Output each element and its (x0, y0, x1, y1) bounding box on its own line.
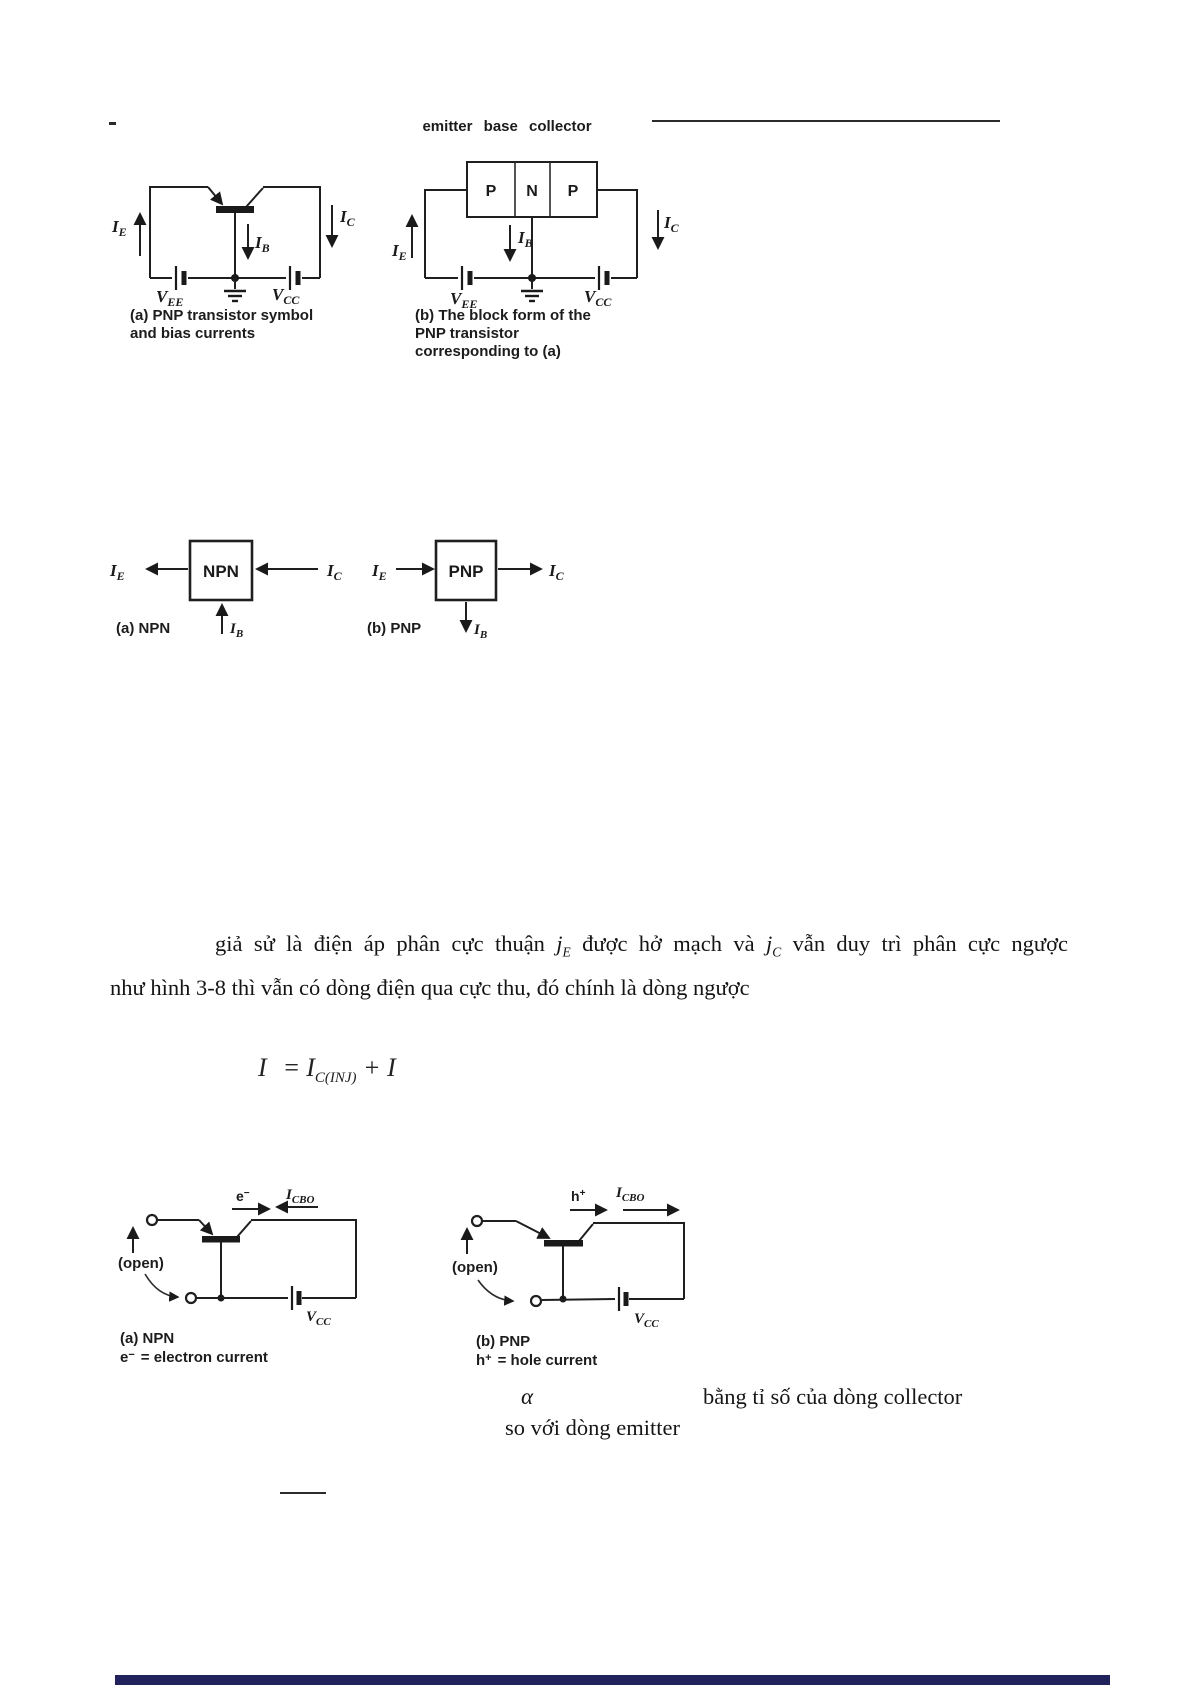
ground-icon (224, 278, 246, 301)
symbol-jc: $j_C$ (765, 931, 782, 960)
label-ic: $I_C$ (340, 207, 355, 229)
caption-b-line2: PNP transistor (415, 325, 519, 342)
label-vee: $V_{EE}$ (450, 289, 478, 311)
paragraph-text: giả sử là điện áp phân cực thuận (215, 931, 545, 956)
ground-icon (521, 278, 543, 301)
paragraph-line-2: như hình 3-8 thì vẫn có dòng điện qua cực thu, đó chính là dòng ngược (110, 974, 750, 1000)
wire (425, 190, 467, 278)
label-electron: e− (236, 1188, 250, 1204)
header-emitter-base-collector: emitter base collector (422, 118, 592, 135)
eq-rhs1-sub: C(INJ) (314, 1070, 357, 1087)
open-terminal-top (472, 1216, 482, 1226)
eq-lhs: I (258, 1053, 267, 1082)
closing-line-2: so với dòng emitter (505, 1415, 681, 1440)
open-pointer-arrow (478, 1280, 513, 1301)
label-ie: $I_E$ (392, 241, 407, 263)
block-n: N (526, 183, 538, 200)
figure-pnp-transistor (95, 100, 680, 368)
bottom-bar (115, 1675, 1110, 1685)
paragraph-text: được hở mạch và (582, 931, 755, 956)
eq-rhs2: I (387, 1053, 396, 1082)
battery-vee-icon (176, 266, 184, 290)
pnp-symbol-circuit (111, 187, 356, 342)
battery-vcc-icon (292, 1286, 299, 1310)
battery-vcc-icon (599, 266, 607, 290)
caption-a-line1: (a) PNP transistor symbol (130, 307, 314, 324)
label-vcc: $V_{CC}$ (634, 1311, 659, 1330)
wire (251, 1220, 356, 1298)
body-paragraph (110, 926, 1068, 1005)
label-ic: $I_C$ (549, 561, 564, 583)
caption-pnp: (b) PNP (367, 620, 422, 637)
wire (263, 187, 320, 278)
caption-a-line2: and bias currents (130, 325, 256, 342)
label-ib: $I_B$ (255, 233, 270, 255)
npn-icbo-circuit (118, 1187, 356, 1366)
pnp-transistor-icon (516, 1221, 593, 1299)
battery-vcc-icon (619, 1287, 626, 1311)
pnp-block-circuit (391, 118, 680, 360)
caption-b-line2: h+ = hole current (476, 1352, 598, 1369)
label-vcc: $V_{CC}$ (306, 1309, 331, 1328)
label-open: (open) (118, 1255, 164, 1272)
label-ie: $I_E$ (372, 561, 387, 583)
label-ic: $I_C$ (327, 561, 342, 583)
figure-icbo-circuits (110, 1178, 710, 1373)
pnp-icbo-circuit (452, 1185, 684, 1369)
battery-vcc-icon (290, 266, 298, 290)
pnp-blocks-icon (467, 162, 597, 217)
top-right-rule (652, 120, 1000, 122)
caption-a-line1: (a) NPN (120, 1330, 175, 1347)
caption-npn: (a) NPN (116, 620, 171, 637)
label-ic: $I_C$ (664, 213, 679, 235)
npn-box-label: NPN (203, 562, 239, 581)
paragraph-line-1 (110, 926, 1068, 970)
label-ie: $I_E$ (110, 561, 125, 583)
label-ib: $I_B$ (474, 622, 488, 641)
alpha-symbol: α (521, 1384, 534, 1409)
equation (258, 1053, 396, 1087)
eq-rhs1: I (306, 1053, 315, 1082)
label-vee: $V_{EE}$ (156, 287, 184, 309)
wire (597, 190, 637, 278)
block-p2: P (567, 183, 579, 200)
wire (542, 1299, 615, 1300)
eq-equals: = (282, 1053, 301, 1082)
closing-line-1: bằng tỉ số của dòng collector (703, 1384, 963, 1409)
label-icbo: $I_{CBO}$ (616, 1185, 645, 1204)
caption-b-line1: (b) PNP (476, 1333, 531, 1350)
battery-vee-icon (462, 266, 470, 290)
block-p1: P (485, 183, 497, 200)
eq-plus: + (363, 1053, 381, 1082)
wire (150, 187, 208, 278)
npn-block-diagram (109, 541, 343, 640)
caption-a-line2: e− = electron current (120, 1349, 268, 1366)
pnp-block-diagram (367, 541, 565, 641)
wire (593, 1223, 684, 1299)
npn-transistor-icon (199, 1220, 251, 1298)
label-vcc: $V_{CC}$ (584, 287, 612, 309)
label-open: (open) (452, 1259, 498, 1276)
caption-b-line3: corresponding to (a) (415, 343, 561, 360)
caption-b-line1: (b) The block form of the (415, 307, 591, 324)
symbol-je: $j_E$ (556, 931, 571, 960)
label-ie: $I_E$ (112, 217, 127, 239)
short-rule (280, 1492, 326, 1494)
open-terminal-bottom (531, 1296, 541, 1306)
paragraph-text: vẫn duy trì phân cực ngược (792, 931, 1069, 956)
open-pointer-arrow (145, 1274, 178, 1297)
label-vcc: $V_{CC}$ (272, 285, 300, 307)
open-terminal-top (147, 1215, 157, 1225)
figure-current-blocks (95, 528, 585, 648)
label-ib: $I_B$ (518, 228, 533, 250)
label-icbo: $I_{CBO}$ (286, 1187, 315, 1206)
pnp-box-label: PNP (448, 562, 484, 581)
open-terminal-bottom (186, 1293, 196, 1303)
label-hole: h+ (571, 1188, 586, 1204)
label-ib: $I_B$ (230, 621, 244, 640)
